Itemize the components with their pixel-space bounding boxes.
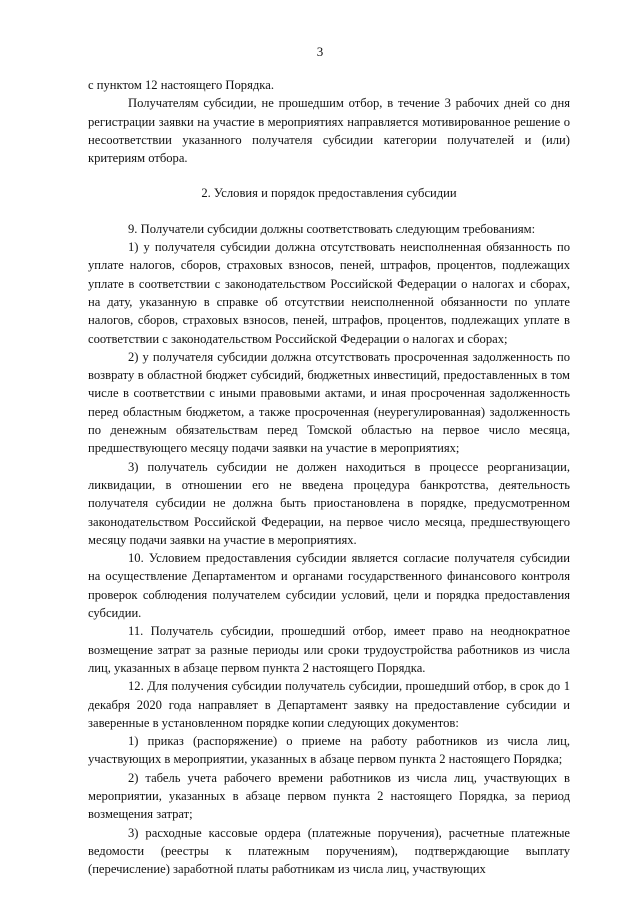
paragraph-item-9-3: 3) получатель субсидии не должен находиться в процессе реорганизации, ликвидации, в отношении его не введена процедура банкротства, деятельность получателя субсидии не должна быть приостановлена в порядке, предусмотренном законодательством Российской Федерации, на первое число месяца, предшествующего месяцу подачи заявки на участие в мероприятиях.	[88, 459, 570, 547]
paragraph-item-9-2: 2) у получателя субсидии должна отсутствовать просроченная задолженность по возврату в областной бюджет субсидий, бюджетных инвестиций, предоставленных в том числе в соответствии с иными правовыми актами, и иная просроченная задолженность перед областным бюджетом, а также просроченная (неурегулированная) задолженность по денежным обязательствам перед Томской областью на первое число месяца, предшествующего месяцу подачи заявки на участие в мероприятиях;	[88, 349, 570, 456]
paragraph-item-12-2: 2) табель учета рабочего времени работников из числа лиц, участвующих в мероприятии, указанных в абзаце первом пункта 2 настоящего Порядка, за период возмещения затрат;	[88, 770, 570, 822]
document-body	[88, 76, 570, 878]
paragraph-item-9: 9. Получатели субсидии должны соответствовать следующим требованиям:	[128, 221, 536, 236]
paragraph-item-9-1: 1) у получателя субсидии должна отсутствовать неисполненная обязанность по уплате налогов, сборов, страховых взносов, пеней, штрафов, процентов, подлежащих уплате в соответствии с законодательством Российской Федерации о налогах и сборах, на дату, указанную в справке об отсутствии неисполненной обязанности по уплате налогов, сборов, страховых взносов, пеней, штрафов, процентов, подлежащих уплате в соответствии с законодательством Российской Федерации о налогах и сборах;	[88, 240, 570, 346]
paragraph-rejection-notice: Получателям субсидии, не прошедшим отбор, в течение 3 рабочих дней со дня регистрации заявки на участие в мероприятиях направляется мотивированное решение о несоответствии указанного получателя субсидии категории получателей и (или) критериям отбора.	[88, 96, 570, 166]
paragraph-continuation: с пунктом 12 настоящего Порядка.	[88, 78, 274, 92]
paragraph-item-12: 12. Для получения субсидии получатель субсидии, прошедший отбор, в срок до 1 декабря 2020 года направляет в Департамент заявку на предоставление субсидии и заверенные в установленном порядке копии следующих документов:	[88, 679, 570, 730]
paragraph-item-10: 10. Условием предоставления субсидии является согласие получателя субсидии на осуществление Департаментом и органами государственного финансового контроля проверок соблюдения получателем субсидии условий, цели и порядка предоставления субсидии.	[88, 551, 570, 621]
paragraph-item-12-1: 1) приказ (распоряжение) о приеме на работу работников из числа лиц, участвующих в мероприятии, указанных в абзаце первом пункта 2 настоящего Порядка;	[88, 734, 570, 767]
section-heading: 2. Условия и порядок предоставления субсидии	[201, 186, 457, 201]
paragraph-item-11: 11. Получатель субсидии, прошедший отбор, имеет право на неоднократное возмещение затрат за разные периоды или сроки трудоустройства работников из числа лиц, указанных в абзаце первом пункта 2 настоящего Порядка.	[88, 624, 570, 675]
page-number: 3	[316, 44, 324, 59]
paragraph-item-12-3: 3) расходные кассовые ордера (платежные поручения), расчетные платежные ведомости (реестры к платежным поручениям), подтверждающие выплату (перечисление) заработной платы работникам из числа лиц, участвующих	[88, 825, 570, 877]
